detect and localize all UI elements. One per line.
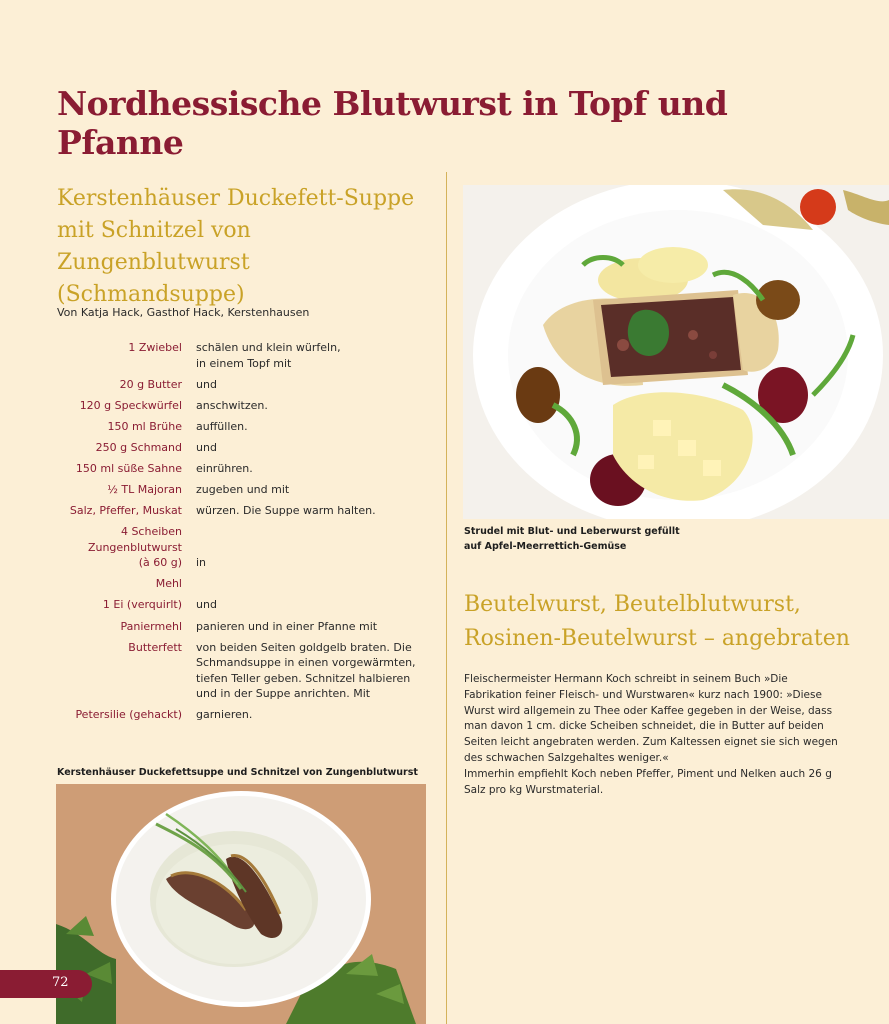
ingredient-step: garnieren. bbox=[196, 708, 253, 722]
body-paragraph: Immerhin empfiehlt Koch neben Pfeffer, Piment und Nelken auch 26 g Salz pro kg Wurstmaterial. bbox=[464, 767, 832, 796]
ingredient-quantity: Mehl bbox=[155, 577, 182, 591]
ingredient-row bbox=[57, 419, 427, 435]
ingredient-row bbox=[57, 597, 427, 613]
soup-photo bbox=[56, 784, 426, 1024]
page-number-tab bbox=[0, 970, 92, 998]
strudel-photo-illustration bbox=[463, 185, 889, 519]
ingredient-row bbox=[57, 640, 427, 702]
recipe-title-line: mit Schnitzel von Zungenblutwurst bbox=[57, 218, 251, 275]
ingredient-list bbox=[57, 340, 427, 728]
ingredient-row bbox=[57, 524, 427, 571]
ingredient-quantity: Salz, Pfeffer, Muskat bbox=[69, 504, 182, 518]
ingredient-step: und bbox=[196, 440, 217, 454]
section-body bbox=[464, 672, 844, 798]
ingredient-quantity: 1 Zwiebel bbox=[128, 341, 182, 354]
ingredient-quantity: 150 ml süße Sahne bbox=[75, 461, 182, 475]
section-title-line: Rosinen-Beutelwurst – angebraten bbox=[464, 626, 850, 651]
ingredient-quantity: 20 g Butter bbox=[119, 377, 182, 391]
ingredient-step: panieren und in einer Pfanne mit bbox=[196, 619, 378, 633]
section-title bbox=[464, 588, 874, 656]
soup-photo-illustration bbox=[56, 784, 426, 1024]
ingredient-row bbox=[57, 461, 427, 477]
ingredient-quantity: Butterfett bbox=[128, 640, 182, 654]
strudel-photo bbox=[463, 185, 889, 519]
column-divider bbox=[446, 172, 447, 1024]
ingredient-row bbox=[57, 340, 427, 371]
ingredient-step: schälen und klein würfeln, in einem Topf mit bbox=[196, 341, 341, 370]
section-title-line: Beutelwurst, Beutelblutwurst, bbox=[464, 592, 801, 617]
recipe-title bbox=[57, 183, 437, 311]
ingredient-quantity: 150 ml Brühe bbox=[107, 419, 182, 433]
ingredient-row bbox=[57, 576, 427, 592]
ingredient-step: einrühren. bbox=[196, 461, 253, 475]
ingredient-quantity: Paniermehl bbox=[120, 619, 182, 633]
page-number: 72 bbox=[52, 975, 69, 990]
recipe-title-line: (Schmandsuppe) bbox=[57, 282, 245, 307]
ingredient-quantity: Petersilie (gehackt) bbox=[75, 708, 182, 722]
ingredient-step: und bbox=[196, 598, 217, 612]
recipe-author: Von Katja Hack, Gasthof Hack, Kerstenhausen bbox=[57, 306, 310, 319]
photo-caption-soup: Kerstenhäuser Duckefettsuppe und Schnitzel von Zungenblutwurst bbox=[57, 767, 418, 778]
ingredient-step: anschwitzen. bbox=[196, 398, 268, 412]
ingredient-row bbox=[57, 619, 427, 635]
ingredient-step: von beiden Seiten goldgelb braten. Die Schmandsuppe in einen vorgewärmten, tiefen Teller geben. Schnitzel halbieren und in der Suppe anrichten. Mit bbox=[196, 640, 416, 701]
ingredient-row bbox=[57, 482, 427, 498]
ingredient-quantity: 1 Ei (verquirlt) bbox=[102, 598, 182, 612]
ingredient-quantity: ½ TL Majoran bbox=[107, 483, 182, 497]
ingredient-row bbox=[57, 707, 427, 723]
ingredient-step: zugeben und mit bbox=[196, 483, 290, 497]
ingredient-step: in bbox=[196, 556, 207, 570]
recipe-title-line: Kerstenhäuser Duckefett-Suppe bbox=[57, 186, 415, 211]
photo-caption-strudel: Strudel mit Blut- und Leberwurst gefüllt auf Apfel-Meerrettich-Gemüse bbox=[464, 526, 680, 552]
ingredient-row bbox=[57, 398, 427, 414]
ingredient-step: würzen. Die Suppe warm halten. bbox=[196, 504, 376, 518]
ingredient-row bbox=[57, 503, 427, 519]
ingredient-step: auffüllen. bbox=[196, 419, 248, 433]
ingredient-quantity: 4 Scheiben Zungenblutwurst (à 60 g) bbox=[87, 525, 182, 570]
ingredient-quantity: 250 g Schmand bbox=[95, 440, 182, 454]
page-title: Nordhessische Blutwurst in Topf und Pfanne bbox=[57, 84, 728, 162]
ingredient-quantity: 120 g Speckwürfel bbox=[79, 398, 182, 412]
ingredient-row bbox=[57, 440, 427, 456]
ingredient-step bbox=[196, 576, 427, 592]
ingredient-row bbox=[57, 377, 427, 393]
body-paragraph: Fleischermeister Hermann Koch schreibt in seinem Buch »Die Fabrikation feiner Fleisch- und Wurstwaren« kurz nach 1900: »Diese Wurst wird allgemein zu Thee oder Kaffee gegeben in der Weise, dass man davon 1 cm. dicke Scheiben schneidet, die in Butter auf beiden Seiten leicht angebraten werden. Zum Kaltessen eignet sie sich wegen des schwachen Salzgehaltes weniger.« bbox=[464, 673, 838, 764]
ingredient-step: und bbox=[196, 377, 217, 391]
